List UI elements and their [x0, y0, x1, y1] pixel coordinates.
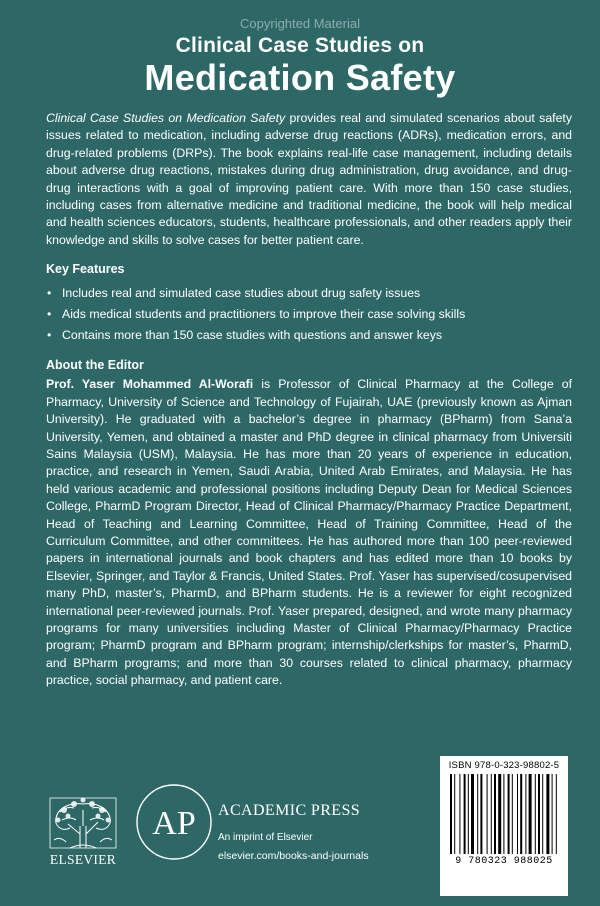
barcode-bar	[454, 774, 455, 854]
barcode-bar	[538, 774, 540, 854]
barcode-bar	[459, 774, 460, 854]
barcode-bar	[480, 774, 482, 854]
barcode-bar	[529, 774, 532, 854]
barcode-bar	[503, 774, 504, 854]
list-item	[46, 285, 572, 302]
bullet-icon: •	[47, 285, 52, 300]
back-cover-content	[46, 110, 572, 690]
publisher-imprint: An imprint of Elsevier	[218, 832, 313, 843]
barcode-bar	[517, 774, 518, 854]
barcode-bar	[477, 774, 478, 854]
barcode-bar	[464, 774, 466, 854]
book-subtitle: Clinical Case Studies on	[175, 34, 425, 57]
publisher-footer	[0, 760, 600, 906]
editor-name: Prof. Yaser Mohammed Al-Worafi	[46, 377, 254, 392]
feature-text: Includes real and simulated case studies about drug safety issues	[62, 285, 421, 300]
about-editor-heading: About the Editor	[46, 357, 144, 372]
barcode-bar	[491, 774, 492, 854]
intro-book-title: Clinical Case Studies on Medication Safety	[46, 111, 286, 125]
barcode-bar	[556, 774, 557, 854]
barcode-bar	[508, 774, 510, 854]
barcode-bar	[535, 774, 536, 854]
book-title: Medication Safety	[144, 57, 456, 98]
watermark: Copyrighted Material	[240, 16, 360, 31]
barcode-bar	[542, 774, 543, 854]
barcode-bar	[552, 774, 553, 854]
list-item	[46, 306, 572, 323]
intro-paragraph	[46, 110, 572, 249]
academic-press-logo-icon	[134, 782, 214, 862]
isbn-text: ISBN 978-0-323-98802-5	[448, 760, 560, 771]
barcode-bar	[520, 774, 522, 854]
editor-bio-text: is Professor of Clinical Pharmacy at the College of Pharmacy, University of Science and Technology of Fujairah, UAE (previously known as Ajman University). He graduated with a bachelor’s degree in pharmacy (BPharm) from Sana’a University, Yemen, and obtained a master and PhD degree in clinical pharmacy from Universiti Sains Malaysia (USM), Malaysia. He has more than 20 years of experience in education, practice, and research in Yemen, Saudi Arabia, United Arab Emirates, and Malaysia. He has held various academic and professional positions including Deputy Dean for Medical Sciences College, PharmD Program Director, Head of Clinical Pharmacy/Pharmacy Practice Department, Head of Teaching and Learning Committee, Head of Training Committee, Head of the Curriculum Committee, and other committees. He has authored more than 100 peer-reviewed papers in international journals and book chapters and has edited more than 10 books by Elsevier, Springer, and Taylor & Francis, United States. Prof. Yaser has supervised/cosupervised many PhD, master’s, PharmD, and BPharm students. He is a reviewer for eight recognized international peer-reviewed journals. Prof. Yaser prepared, designed, and wrote many pharmacy programs for many universities including Master of Clinical Pharmacy/Pharmacy Practice program; PharmD program and BPharm program; internship/clerkships for master’s, PharmD, and BPharm programs; and more than 30 courses related to clinical pharmacy, pharmacy practice, social pharmacy, and patient care.	[46, 377, 572, 688]
barcode-bar	[546, 774, 549, 854]
barcode-bar	[468, 774, 469, 854]
barcode-bar	[512, 774, 513, 854]
elsevier-label: ELSEVIER	[49, 852, 117, 867]
barcode-box	[440, 756, 568, 896]
key-features-list	[46, 285, 572, 345]
ap-monogram: AP	[152, 805, 196, 842]
feature-text: Aids medical students and practitioners to improve their case solving skills	[62, 307, 466, 322]
list-item	[46, 327, 572, 344]
elsevier-tree-logo-icon	[40, 790, 126, 890]
barcode-bar	[525, 774, 526, 854]
barcode-bar	[450, 774, 452, 854]
barcode-bar	[498, 774, 501, 854]
barcode-icon	[448, 774, 560, 854]
barcode-number: 9 780323 988025	[455, 856, 553, 867]
barcode-bar	[494, 774, 496, 854]
bullet-icon: •	[47, 328, 52, 343]
bullet-icon: •	[47, 307, 52, 322]
barcode-bar	[471, 774, 474, 854]
publisher-name: ACADEMIC PRESS	[218, 802, 361, 819]
feature-text: Contains more than 150 case studies with questions and answer keys	[62, 328, 443, 343]
editor-bio	[46, 376, 572, 689]
barcode-bar	[487, 774, 488, 854]
key-features-heading: Key Features	[46, 262, 125, 277]
intro-text: provides real and simulated scenarios about safety issues related to medication, including adverse drug reactions (ADRs), medication errors, and drug-related problems (DRPs). The book explains real-life case management, including details about adverse drug reactions, mistakes during drug administration, drug avoidance, and drug-drug interactions with a goal of improving patient care. With more than 150 case studies, including cases from alternative medicine and traditional medicine, the book will help medical and health sciences educators, students, healthcare professionals, and other readers apply their knowledge and skills to solve cases for better patient care.	[46, 111, 572, 247]
publisher-url[interactable]: elsevier.com/books-and-journals	[218, 850, 369, 862]
